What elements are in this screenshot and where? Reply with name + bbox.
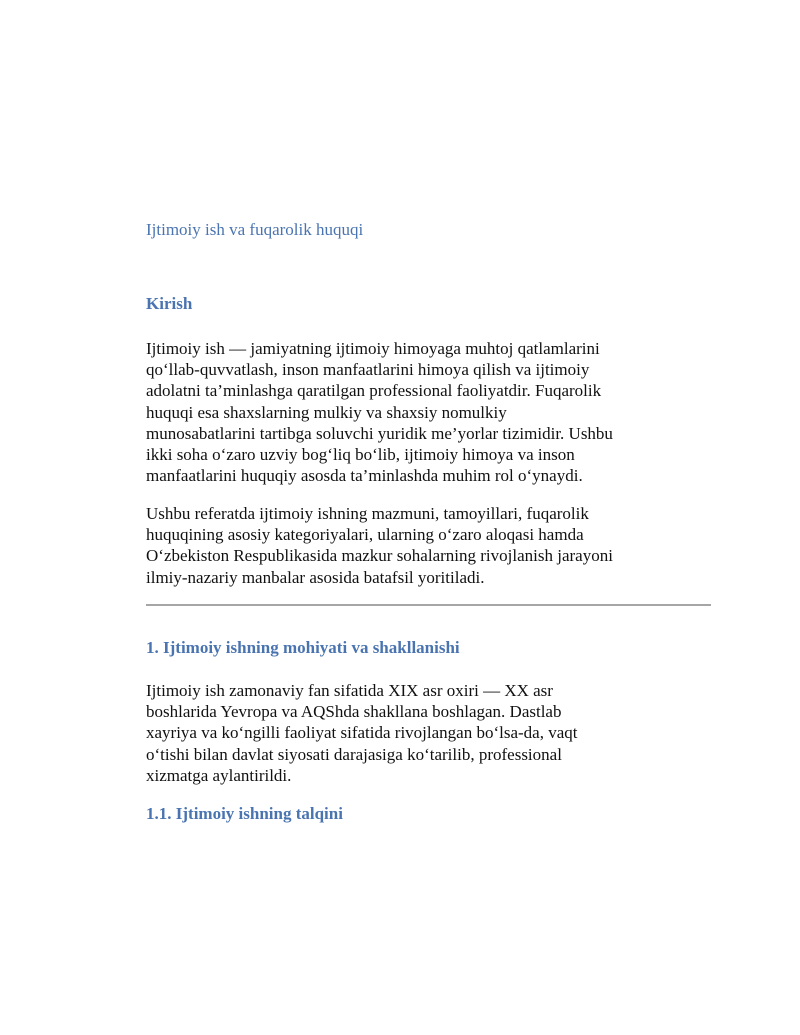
section-1-paragraph bbox=[146, 680, 577, 786]
horizontal-divider bbox=[146, 604, 711, 606]
text-line: huquqi esa shaxslarning mulkiy va shaxsiy nomulkiy bbox=[146, 402, 507, 422]
text-line: munosabatlarini tartibga soluvchi yuridik me’yorlar tizimidir. Ushbu bbox=[146, 423, 613, 443]
section-1-heading: 1. Ijtimoiy ishning mohiyati va shakllanishi bbox=[146, 638, 460, 657]
text-line: Ijtimoiy ish — jamiyatning ijtimoiy himoyaga muhtoj qatlamlarini bbox=[146, 339, 600, 358]
intro-heading: Kirish bbox=[146, 294, 193, 313]
section-1-1-heading: 1.1. Ijtimoiy ishning talqini bbox=[146, 804, 343, 823]
intro-paragraph-2 bbox=[146, 503, 613, 588]
text-line: O‘zbekiston Respublikasida mazkur sohalarning rivojlanish jarayoni bbox=[146, 546, 613, 566]
text-line: manfaatlarini huquqiy asosda ta’minlashda muhim rol o‘ynaydi. bbox=[146, 466, 583, 486]
text-line: ilmiy-nazariy manbalar asosida batafsil yoritiladi. bbox=[146, 567, 485, 587]
text-line: adolatni ta’minlashga qaratilgan professional faoliyatdir. Fuqarolik bbox=[146, 381, 602, 401]
text-line: o‘tishi bilan davlat siyosati darajasiga ko‘tarilib, professional bbox=[146, 744, 562, 764]
document-title: Ijtimoiy ish va fuqarolik huquqi bbox=[146, 220, 364, 239]
text-line: ikki soha o‘zaro uzviy bog‘liq bo‘lib, ijtimoiy himoya va inson bbox=[146, 445, 575, 465]
text-line: Ushbu referatda ijtimoiy ishning mazmuni, tamoyillari, fuqarolik bbox=[146, 504, 589, 523]
text-line: xizmatga aylantirildi. bbox=[146, 765, 292, 785]
text-line: qo‘llab-quvvatlash, inson manfaatlarini himoya qilish va ijtimoiy bbox=[146, 360, 590, 380]
intro-paragraph-1 bbox=[146, 338, 613, 486]
text-line: boshlarida Yevropa va AQShda shakllana boshlagan. Dastlab bbox=[146, 702, 562, 722]
text-line: Ijtimoiy ish zamonaviy fan sifatida XIX asr oxiri — XX asr bbox=[146, 681, 553, 700]
text-line: huquqining asosiy kategoriyalari, ularning o‘zaro aloqasi hamda bbox=[146, 525, 584, 545]
text-line: xayriya va ko‘ngilli faoliyat sifatida rivojlangan bo‘lsa-da, vaqt bbox=[146, 723, 578, 743]
